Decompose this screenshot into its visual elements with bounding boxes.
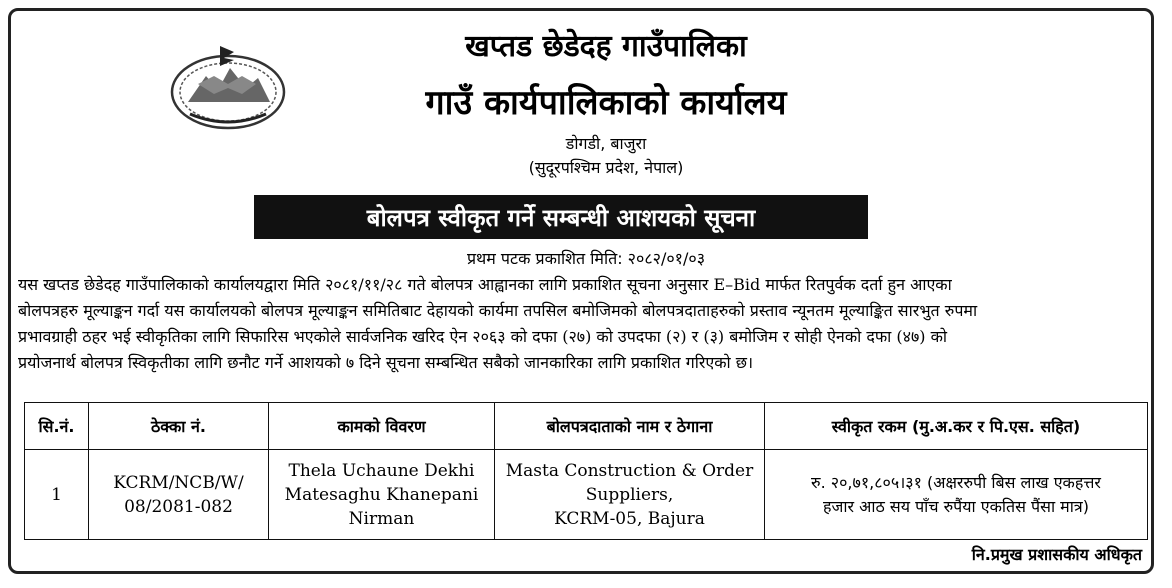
header-serial-number: सि.नं. bbox=[25, 403, 89, 450]
notice-body bbox=[18, 272, 1154, 376]
notice-body-line: बोलपत्रहरु मूल्याङ्कन गर्दा यस कार्यालयको बोलपत्र मूल्याङ्कन समितिबाट देहायको कार्यमा तपसिल बमोजिमको बोलपत्रदाताहरुको प्रस्ताव न्यूनतम मूल्याङ्कित सारभुत रुपमा bbox=[18, 301, 978, 320]
bidder-line: Masta Construction & Order bbox=[505, 460, 754, 481]
notice-body-line: यस खप्तड छेडेदह गाउँपालिकाको कार्यालयद्वारा मिति २०८१/११/२८ गते बोलपत्र आह्वानका लागि प्रकाशित सूचना अनुसार E–Bid मार्फत रितपुर्वक दर्ता हुन आएका bbox=[18, 275, 952, 294]
bidder-line: KCRM-05, Bajura bbox=[554, 508, 705, 529]
header-approved-amount: स्वीकृत रकम (मु.अ.कर र पि.एस. सहित) bbox=[765, 403, 1148, 450]
contract-line: 08/2081-082 bbox=[124, 496, 233, 517]
cell-bidder bbox=[495, 450, 765, 540]
cell-approved-amount bbox=[765, 450, 1148, 540]
notice-body-line: प्रयोजनार्थ बोलपत्र स्विकृतीका लागि छनौट गर्ने आशयको ७ दिने सूचना सम्बन्धित सबैको जानकारिका लागि प्रकाशित गरिएको छ। bbox=[18, 353, 754, 372]
amount-line: रु. २०,७१,८०५।३१ (अक्षररुपी बिस लाख एकहत्तर bbox=[811, 472, 1101, 492]
notice-body-line: प्रभावग्राही ठहर भई स्वीकृतिका लागि सिफारिस भएकोले सार्वजनिक खरिद ऐन २०६३ को दफा (२७) को उपदफा (२) र (३) बमोजिम र सोही ऐनको दफा (४७) को bbox=[18, 327, 948, 346]
office-location: डोगडी, बाजुरा bbox=[565, 134, 647, 153]
header-bidder-name-address: बोलपत्रदाताको नाम र ठेगाना bbox=[495, 403, 765, 450]
work-line: Thela Uchaune Dekhi bbox=[288, 460, 475, 481]
cell-contract-number bbox=[89, 450, 269, 540]
office-province: (सुदूरपश्चिम प्रदेश, नेपाल) bbox=[528, 158, 684, 177]
table-row bbox=[25, 450, 1148, 540]
award-table bbox=[24, 402, 1148, 540]
notice-heading-banner bbox=[254, 195, 868, 239]
municipality-title: खप्तड छेडेदह गाउँपालिका bbox=[465, 29, 747, 64]
work-line: Matesaghu Khanepani bbox=[284, 484, 479, 505]
contract-line: KCRM/NCB/W/ bbox=[113, 472, 244, 493]
header-contract-number: ठेक्का नं. bbox=[89, 403, 269, 450]
cell-serial-number: 1 bbox=[25, 450, 89, 540]
notice-heading: बोलपत्र स्वीकृत गर्ने सम्बन्धी आशयको सूचना bbox=[366, 203, 756, 232]
office-title: गाउँ कार्यपालिकाको कार्यालय bbox=[425, 83, 787, 123]
bidder-line: Suppliers, bbox=[585, 484, 674, 505]
header-work-description: कामको विवरण bbox=[269, 403, 495, 450]
signatory: नि.प्रमुख प्रशासकीय अधिकृत bbox=[971, 545, 1142, 564]
cell-work-description bbox=[269, 450, 495, 540]
table-header-row bbox=[25, 403, 1148, 450]
amount-line: हजार आठ सय पाँच रुपैंया एकतिस पैंसा मात्र) bbox=[823, 496, 1089, 516]
published-date: प्रथम पटक प्रकाशित मिति: २०८२/०१/०३ bbox=[466, 249, 706, 268]
work-line: Nirman bbox=[348, 508, 415, 529]
